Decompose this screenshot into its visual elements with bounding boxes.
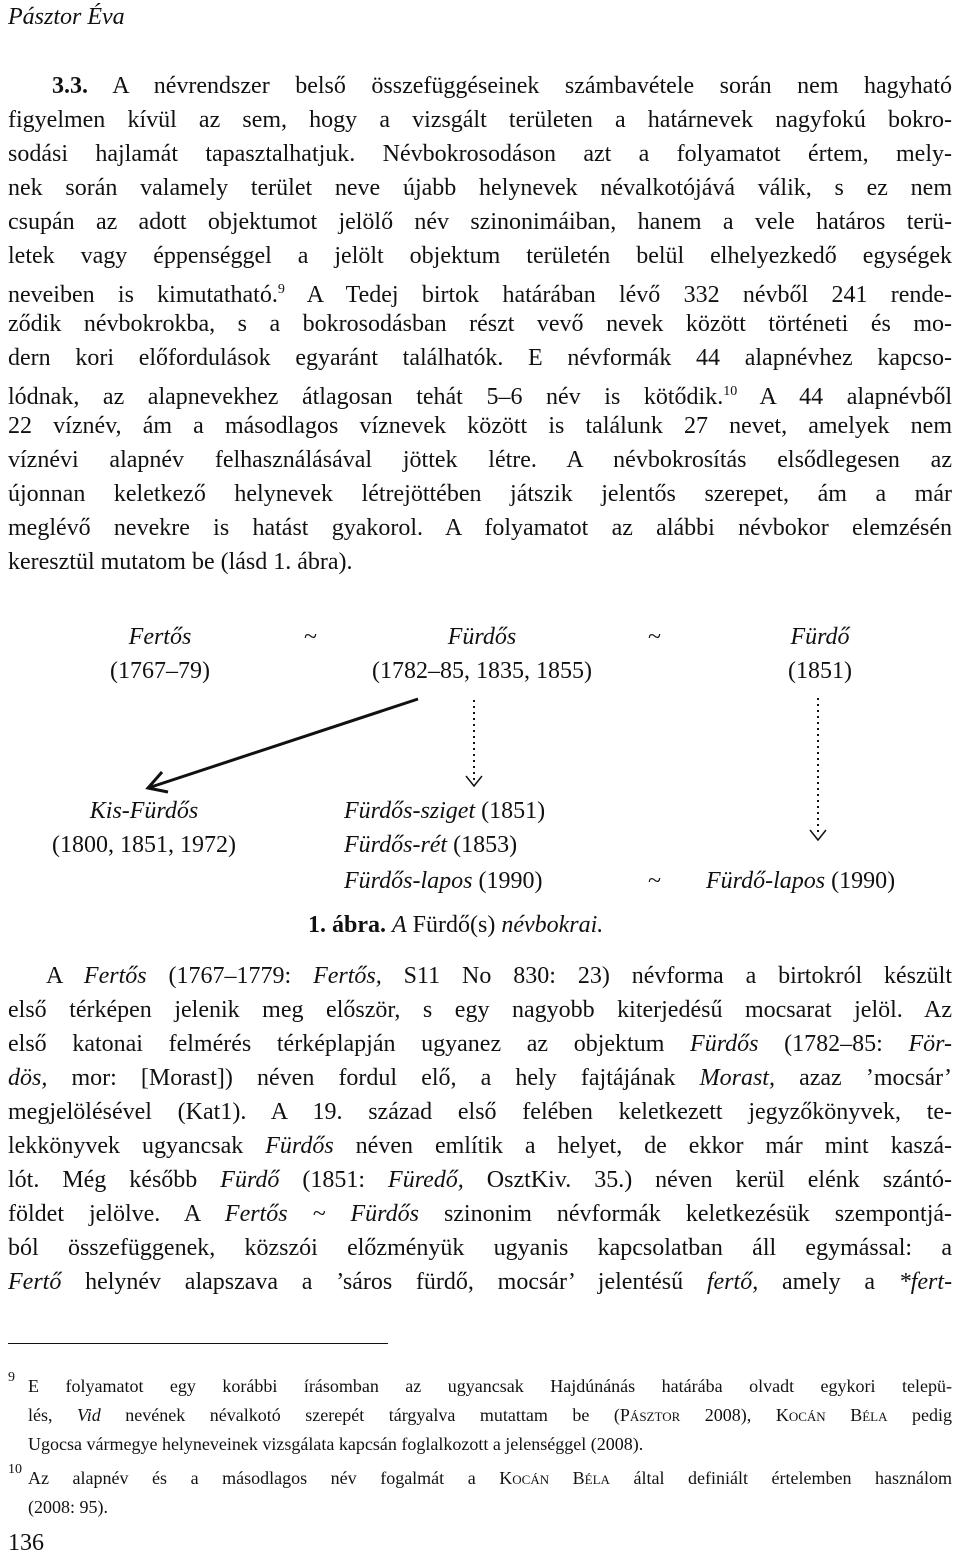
t: fertő, — [706, 1269, 759, 1295]
t: OsztKiv. 35.) néven kerül elénk szántó- — [486, 1167, 953, 1193]
t: A — [46, 963, 63, 989]
text-line: víznévi alapnév felhasználásával jöttek létre. A névbokrosítás elsődlegesen az — [8, 447, 952, 473]
figure-node-kis-furdos: Kis-Fürdős — [89, 798, 199, 824]
figure-node-furdo-lapos — [706, 866, 895, 896]
t: *fert- — [898, 1269, 953, 1295]
figure-node-fertos: Fertős — [128, 624, 192, 650]
text-line — [8, 1062, 952, 1094]
t: 2008), — [704, 1405, 752, 1425]
node-name: Fürdős-sziget — [344, 798, 476, 824]
text-line — [8, 1130, 952, 1162]
footnote-10-line — [28, 1466, 952, 1490]
tilde-symbol: ~ — [304, 624, 317, 650]
page-number: 136 — [8, 1530, 44, 1556]
text-line: megjelölésével (Kat1). A 19. század első felében keletkezett jegyzőkönyvek, te- — [8, 1099, 952, 1125]
t: S11 No 830: 23) névforma a birtokról készült — [403, 963, 953, 989]
text-line — [8, 1164, 952, 1196]
text-line: csupán az adott objektumot jelölő név szinonimáiban, hanem a vele határos terü- — [8, 209, 952, 235]
t: amely a — [781, 1269, 875, 1295]
figure-node-kis-furdos-dates: (1800, 1851, 1972) — [52, 832, 236, 858]
caption-text: A — [392, 912, 407, 938]
figure-node-furdos: Fürdős — [447, 624, 517, 650]
t: Fertő — [8, 1269, 62, 1295]
text-line: letek vagy éppenséggel a jelölt objektum területén belül elhelyezkedő egységek — [8, 243, 952, 269]
figure-node-fertos-dates: (1767–79) — [110, 658, 210, 684]
t: Morast, — [699, 1065, 775, 1091]
figure-node-furdos-sziget — [344, 796, 545, 826]
t: néven említik a helyet, de ekkor már mint kaszá- — [355, 1133, 952, 1159]
t: Fürdő — [220, 1167, 280, 1193]
text-line: újonnan keletkező helynevek létrejöttében játszik jelentős szerepet, ám a már — [8, 481, 952, 507]
arrow-furdo-to-furdo-lapos — [810, 698, 826, 840]
t: által definiált értelemben használom — [633, 1468, 952, 1488]
text-fragment: A Tedej birtok határában lévő 332 névből 241 rende- — [306, 282, 952, 308]
t: szinonim névformák keletkezésük szempontjá- — [443, 1201, 953, 1227]
t: Az alapnév és a másodlagos név fogalmát a — [28, 1468, 476, 1488]
figure-node-furdos-lapos — [344, 866, 542, 896]
t: földet jelölve. A — [8, 1201, 200, 1227]
t: Fürdős — [690, 1031, 759, 1057]
t: dös, — [8, 1065, 48, 1091]
arrow-furdos-to-derived — [466, 700, 482, 786]
figure-node-furdos-ret — [344, 830, 517, 860]
text-line: meglévő nevekre is hatást gyakorol. A folyamatot az alábbi névbokor elemzésén — [8, 515, 952, 541]
footnote-number-9: 9 — [8, 1370, 15, 1385]
t: pedig — [912, 1405, 952, 1425]
node-name: Fürdős-lapos — [344, 868, 473, 894]
text-line — [8, 1198, 952, 1230]
t: Vid — [77, 1405, 101, 1425]
node-date: (1853) — [453, 832, 518, 858]
t: Fertős — [83, 963, 147, 989]
figure-node-furdos-dates: (1782–85, 1835, 1855) — [372, 658, 592, 684]
text-line: nek során valamely terület neve újabb helynevek névalkotójává válik, s ez nem — [8, 175, 952, 201]
text-line: ződik névbokrokba, s a bokrosodásban részt vevő nevek között történeti és mo- — [8, 311, 952, 337]
text-line: figyelmen kívül az sem, hogy a vizsgált területen a határnevek nagyfokú bokro- — [8, 107, 952, 133]
text-fragment: lódnak, az alapnevekhez átlagosan tehát 5–6 név is kötődik. — [8, 384, 724, 410]
t: lés, — [28, 1405, 53, 1425]
footnote-number-10: 10 — [8, 1462, 22, 1477]
t: Pásztor — [619, 1405, 681, 1425]
text-line: sodási hajlamát tapasztalhatjuk. Névbokrosodáson azt a folyamatot értem, mely- — [8, 141, 952, 167]
t: helynév alapszava a ’sáros fürdő, mocsár’ jelentésű — [85, 1269, 684, 1295]
text-line: keresztül mutatom be (lásd 1. ábra). — [8, 549, 353, 575]
t: lekkönyvek ugyancsak — [8, 1133, 244, 1159]
footnote-ref-10[interactable]: 10 — [723, 384, 738, 399]
t: (1851: — [302, 1167, 366, 1193]
figure-caption — [308, 910, 603, 940]
text-line — [8, 1028, 952, 1060]
text-line — [46, 960, 952, 992]
t: Kocán Béla — [499, 1468, 610, 1488]
text-line: ból összefüggenek, közszói előzményük ugyanis kapcsolatban áll egymással: a — [8, 1235, 952, 1261]
text-fragment: A 44 alapnévből — [759, 384, 952, 410]
t: lót. Még később — [8, 1167, 198, 1193]
text-fragment: A névrendszer belső összefüggéseinek számbavétele során nem hagyható — [112, 73, 953, 99]
figure-node-furdo-dates: (1851) — [788, 658, 852, 684]
tilde-symbol: ~ — [648, 868, 661, 894]
t: azaz ’mocsár’ — [799, 1065, 953, 1091]
arrow-fertos-to-kis-furdos — [148, 699, 418, 792]
caption-text: névbokrai. — [501, 912, 604, 938]
text-line: első térképen jelenik meg először, s egy nagyobb kiterjedésű mocsarat jelöl. Az — [8, 997, 952, 1023]
t: Kocán Béla — [775, 1405, 888, 1425]
text-line: dern kori előfordulások egyaránt találhatók. E névformák 44 alapnévhez kapcso- — [8, 345, 952, 371]
t: (1767–1779: — [168, 963, 292, 989]
caption-label: 1. ábra. — [308, 912, 386, 938]
t: mor: [Morast]) néven fordul elő, a hely fajtájának — [71, 1065, 676, 1091]
caption-text: Fürdő(s) — [412, 912, 496, 938]
footnote-ref-9[interactable]: 9 — [277, 282, 285, 297]
footnote-10-line: (2008: 95). — [28, 1497, 108, 1517]
footnote-divider — [8, 1343, 388, 1344]
footnote-9-line: E folyamatot egy korábbi írásomban az ugyancsak Hajdúnánás határába olvadt egykori telepü- — [28, 1376, 952, 1396]
tilde-symbol: ~ — [648, 624, 661, 650]
node-date: (1851) — [481, 798, 546, 824]
t: Füredő, — [388, 1167, 464, 1193]
t: Fertős ~ Fürdős — [224, 1201, 419, 1227]
figure-node-furdo: Fürdő — [790, 624, 850, 650]
t: Fürdős — [265, 1133, 334, 1159]
t: (1782–85: — [784, 1031, 883, 1057]
node-date: (1990) — [831, 868, 896, 894]
text-line — [8, 1266, 952, 1298]
section-number: 3.3. — [52, 73, 88, 99]
footnote-9-line: Ugocsa vármegye helyneveinek vizsgálata kapcsán foglalkozott a jelenséggel (2008). — [28, 1434, 644, 1454]
t: nevének névalkotó szerepét tárgyalva mutattam be ( — [125, 1405, 620, 1425]
node-name: Fürdő-lapos — [706, 868, 826, 894]
text-line: 22 víznév, ám a másodlagos víznevek között is találunk 27 nevet, amelyek nem — [8, 413, 952, 439]
running-header-author: Pásztor Éva — [8, 4, 125, 30]
node-name: Fürdős-rét — [344, 832, 448, 858]
t: első katonai felmérés térképlapján ugyanez az objektum — [8, 1031, 665, 1057]
node-date: (1990) — [478, 868, 543, 894]
text-fragment: neveiben is kimutatható. — [8, 282, 278, 308]
t: Fertős, — [313, 963, 382, 989]
footnote-9-line — [28, 1403, 952, 1427]
t: För- — [908, 1031, 952, 1057]
